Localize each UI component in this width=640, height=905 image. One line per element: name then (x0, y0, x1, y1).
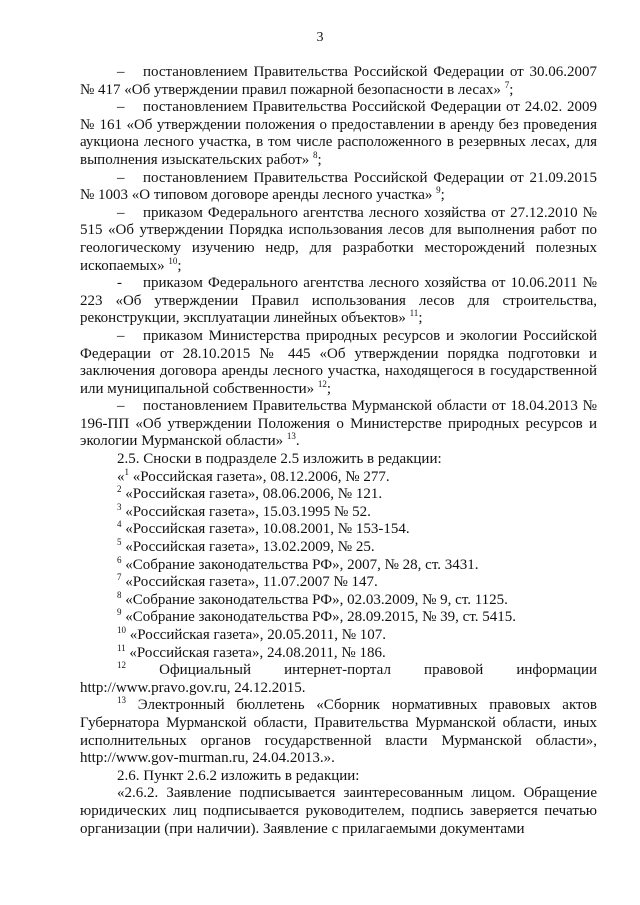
footnote (80, 539, 597, 557)
footnote (80, 627, 597, 645)
footnote-text: «Российская газета», 24.08.2011, № 186. (129, 644, 386, 661)
footnote-number: 11 (117, 642, 126, 653)
footnote-number: 9 (117, 607, 122, 618)
legal-acts-list (80, 64, 597, 451)
list-item-text: приказом Министерства природных ресурсов и экологии Российской Федерации от 28.10.2015 № 445 «Об утверждении порядка подготовки и заключения договора аренды лесного участка, находящегося в государственной или муниципальной собственности» (80, 327, 597, 397)
list-dash: – (117, 99, 125, 116)
footnote (80, 486, 597, 504)
list-item-text: постановлением Правительства Российской Федерации от 24.02. 2009 № 161 «Об утверждении положения о предоставлении в аренду без проведения аукциона лесного участка, в том числе расположенного в резервных лесах, для выполнения изыскательских работ» (80, 99, 597, 168)
list-dash: – (117, 398, 125, 415)
list-dash: - (117, 275, 122, 292)
list-item-text: приказом Федерального агентства лесного хозяйства от 10.06.2011 № 223 «Об утверждении Правил использования лесов для строительства, реконструкции, эксплуатации линейных объектов» (80, 275, 597, 327)
list-item-text: приказом Федерального агентства лесного хозяйства от 27.12.2010 № 515 «Об утверждении Порядка использования лесов для выполнения работ по геологическому изучению недр, для разработки месторождений полезных ископаемых» (80, 204, 597, 274)
footnote-number: 13 (117, 695, 126, 706)
section-2-5-heading: 2.5. Сноски в подразделе 2.5 изложить в редакции: (117, 451, 442, 468)
list-item (80, 275, 597, 328)
footnote-number: 10 (117, 625, 126, 635)
footnote (80, 662, 597, 697)
footnote (80, 574, 597, 592)
list-item-end: ; (418, 310, 423, 327)
footnote-ref: 7 (504, 79, 510, 90)
list-item-end: ; (440, 187, 445, 204)
list-dash: – (117, 327, 125, 344)
footnote-number: 4 (117, 519, 122, 530)
list-item (80, 170, 597, 205)
section-2-6-text: «2.6.2. Заявление подписывается заинтересованным лицом. Обращение юридических лиц подписывается руководителем, подпись заверяется печатью организации (при наличии). Заявление с прилагаемыми документами (80, 785, 597, 837)
footnotes-list (80, 466, 598, 768)
list-item-end: ; (177, 257, 182, 274)
footnote-number: 1 (124, 466, 129, 477)
footnote (80, 466, 597, 487)
footnote-number: 2 (117, 484, 122, 495)
footnote-text: «Собрание законодательства РФ», 28.09.2015, № 39, ст. 5415. (125, 609, 516, 626)
footnote-number: 12 (117, 660, 126, 671)
footnote (80, 609, 597, 627)
list-item-text: постановлением Правительства Российской Федерации от 21.09.2015 № 1003 «О типовом договоре аренды лесного участка» (80, 169, 597, 204)
section-2-6-heading: 2.6. Пункт 2.6.2 изложить в редакции: (117, 767, 360, 784)
footnote-text: «Собрание законодательства РФ», 02.03.2009, № 9, ст. 1125. (125, 591, 508, 608)
footnote (80, 697, 597, 767)
footnote-text: «Российская газета», 13.02.2009, № 25. (125, 539, 375, 556)
list-item (80, 205, 597, 275)
footnote-ref: 10 (168, 255, 178, 266)
list-item-end: . (295, 433, 300, 450)
footnote-ref: 13 (286, 431, 296, 442)
footnote (80, 501, 597, 522)
list-item (80, 398, 597, 451)
list-item-end: ; (317, 151, 322, 168)
footnote-ref: 9 (436, 185, 441, 196)
list-dash: – (117, 64, 125, 80)
footnote-text: «Российская газета», 11.07.2007 № 147. (125, 574, 378, 591)
document-body (80, 64, 597, 838)
footnote-text: «Собрание законодательства РФ», 2007, № 28, ст. 3431. (125, 556, 479, 573)
footnote-number: 7 (117, 572, 122, 583)
page-number: 3 (316, 30, 324, 45)
list-dash: – (117, 204, 125, 221)
footnote-ref: 12 (317, 378, 327, 389)
footnote (80, 554, 597, 575)
footnote-text: «Российская газета», 08.12.2006, № 277. (132, 468, 390, 485)
footnote-text: «Российская газета», 08.06.2006, № 121. (125, 486, 383, 503)
footnote-text: Электронный бюллетень «Сборник нормативных правовых актов Губернатора Мурманской области, Правительства Мурманской области, иных исполнительных органов государственной власти Мурманской области», http://www.gov-murman.ru, 24.04.2013.». (80, 697, 597, 767)
footnote-number: 3 (117, 501, 122, 512)
list-item-end: ; (509, 81, 514, 98)
footnote-ref: 11 (409, 308, 419, 319)
list-item-text: постановлением Правительства Российской Федерации от 30.06.2007 № 417 «Об утверждении правил пожарной безопасности в лесах» (80, 64, 597, 98)
list-item (80, 328, 597, 398)
footnote-text: «Российская газета», 15.03.1995 № 52. (125, 503, 371, 520)
footnote-text: «Российская газета», 10.08.2001, № 153-154. (125, 521, 410, 538)
footnote-ref: 8 (313, 149, 318, 160)
footnote-number: 8 (117, 589, 122, 600)
footnote-text: «Российская газета», 20.05.2011, № 107. (129, 627, 387, 643)
footnote (80, 589, 597, 610)
footnote-number: 6 (117, 554, 122, 565)
list-item-text: постановлением Правительства Мурманской области от 18.04.2013 № 196-ПП «Об утверждении Положения о Министерстве природных ресурсов и экологии Мурманской области» (80, 398, 597, 450)
footnote (80, 521, 597, 539)
list-item-end: ; (326, 380, 332, 397)
footnote-number: 5 (117, 537, 122, 548)
list-dash: – (117, 169, 125, 186)
list-item (80, 64, 597, 99)
list-item (80, 99, 597, 169)
footnote-prefix: « (117, 468, 125, 485)
footnote (80, 642, 597, 663)
footnote-text: Официальный интернет-портал правовой информации http://www.pravo.gov.ru, 24.12.2015. (80, 662, 598, 696)
